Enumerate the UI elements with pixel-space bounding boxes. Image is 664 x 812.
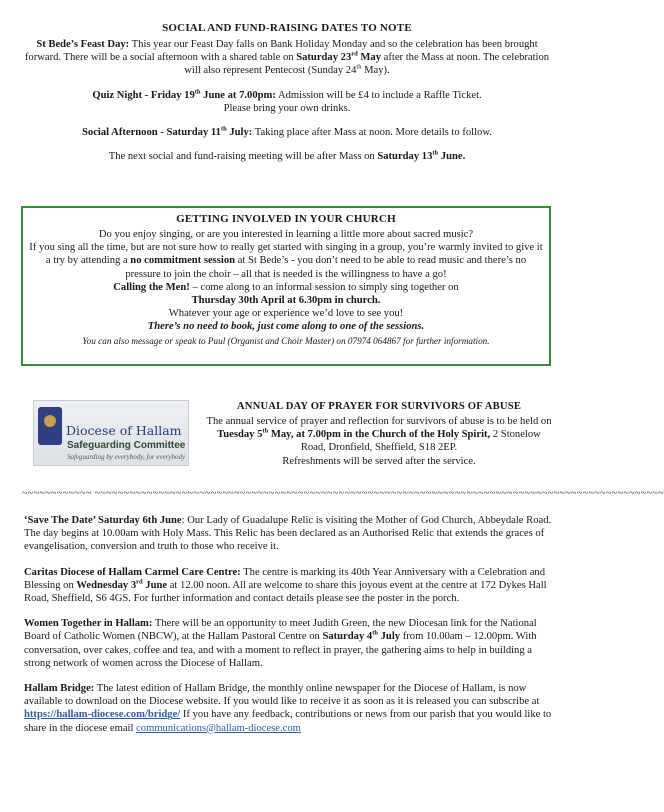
feast-date-sup: rd <box>351 50 358 58</box>
next-date-end: June. <box>438 151 466 163</box>
involved-line-1: Do you enjoy singing, or are you interested in learning a little more about sacred music? <box>98 229 474 240</box>
involved-line-2c: at St Bede’s - you don’t need to be able to read music and there’s no pressure to join the choir – all that is needed is the willingness to have a go! <box>125 255 527 280</box>
prayer-refreshments: Refreshments will be served after the service. <box>282 455 476 467</box>
involved-line-2a: If you sing all the time, but are not sure how to really get started with singing in a group, you’re warmly invited to give it a try by attending a <box>29 242 543 267</box>
contact-info: You can also message or speak to Paul (Organist and Choir Master) on 07974 064867 for further information. <box>82 335 490 346</box>
caritas-date-end: June <box>142 579 168 591</box>
no-need-to-book: There’s no need to book, just come along to one of the sessions. <box>147 321 425 333</box>
involved-heading: GETTING INVOLVED IN YOUR CHURCH <box>176 213 396 225</box>
prayer-text <box>206 415 552 455</box>
feast-text-3: May). <box>361 65 390 77</box>
women-sup: th <box>372 629 378 637</box>
bridge-text-1: The latest edition of Hallam Bridge, the monthly online newspaper for the Diocese of Hallam, is now available to download on the Diocese website. If you would like to receive it as soon as it is released you can subscribe at <box>24 683 540 708</box>
men-date-bold: Thursday 30th April at 6.30pm in church. <box>191 295 381 307</box>
feast-date-end: May <box>357 52 382 64</box>
women-label: Women Together in Hallam: <box>24 618 153 630</box>
prayer-heading: ANNUAL DAY OF PRAYER FOR SURVIVORS OF ABUSE <box>236 401 522 412</box>
relic-text: : Our Lady of Guadalupe Relic is visiting the Mother of God Church, Abbeydale Road. The day begins at 10.00am with Holy Mass. This Relic has been declared as an Authorised Relic that extends the graces of evangelisation, conversion and truth to those who receive it. <box>24 515 552 553</box>
prayer-date-end: May, at 7.00pm in the Church of the Holy Spirit, <box>268 429 491 441</box>
quiz-night-paragraph <box>22 89 552 102</box>
bridge-notice <box>24 682 554 735</box>
women-text-1: There will be an opportunity to meet Judith Green, the new Diocesan link for the National Board of Catholic Women (NBCW), at the Hallam Pastoral Centre on <box>24 618 537 643</box>
logo-committee: Safeguarding Committee <box>67 440 186 451</box>
social-afternoon-paragraph <box>22 126 552 139</box>
next-date: Saturday 13 <box>377 151 433 163</box>
caritas-sup: rd <box>136 578 143 586</box>
caritas-label: Caritas Diocese of Hallam Carmel Care Centre: <box>24 566 241 578</box>
logo-tagline: Safeguarding by everybody, for everybody <box>67 453 186 461</box>
caritas-text-2: at 12.00 noon. All are welcome to share this joyous event at the centre at 172 Dykes Hall Road, Sheffield, S6 4GS. For further information and contact details please see the poster in the porch. <box>24 579 547 605</box>
diocese-crest-icon <box>38 407 62 445</box>
caritas-text-1: The centre is marking its 40th Year Anniversary with a Celebration and Blessing on <box>24 566 546 591</box>
social-heading: SOCIAL AND FUND-RAISING DATES TO NOTE <box>162 22 412 34</box>
prayer-section <box>206 401 552 468</box>
bridge-link[interactable]: https://hallam-diocese.com/bridge/ <box>24 709 181 721</box>
prayer-date: Tuesday 5 <box>217 429 263 441</box>
tilde-divider: ~~~~~~~~~~~~ ~~~~~~~~~~~~~~~~~~~~~~~~~~~~~~~~~~~~~~~~~~~~~~~~~~~~~~~~~~~~~~~~~~~~~~~~~~~~~~~~~~~~~~~~~~~~~~~~~~ <box>22 488 664 499</box>
feast-sup-2: th <box>356 63 362 71</box>
women-text-2: from 10.00am – 12.00pm. With conversation, over cakes, coffee and tea, and with a moment to reflect in prayer, the gathering aims to help in building a strong network of women across the Diocese of Hallam. <box>24 631 537 669</box>
no-commitment-session: no commitment session <box>130 255 236 267</box>
safeguarding-logo <box>33 400 189 466</box>
calling-men-label: Calling the Men! <box>113 281 190 293</box>
calling-men <box>29 281 543 294</box>
getting-involved-box <box>21 206 551 366</box>
calling-men-text: – come along to an informal session to simply sing together on <box>189 281 459 293</box>
bridge-label: Hallam Bridge: <box>24 683 95 695</box>
relic-notice <box>24 514 554 554</box>
caritas-notice <box>24 566 554 606</box>
prayer-text-1: The annual service of prayer and reflection for survivors of abuse is to be held on <box>206 416 552 427</box>
women-date: Saturday 4 <box>322 631 373 643</box>
women-notice <box>24 617 554 670</box>
next-meeting-paragraph <box>22 150 552 163</box>
involved-line-2 <box>29 241 543 281</box>
email-link[interactable]: communications@hallam-diocese.com <box>136 722 301 734</box>
feast-text-2: after the Mass at noon. The celebration will also represent Pentecost (Sunday 24 <box>184 52 550 77</box>
quiz-label-end: June at 7.00pm: <box>200 89 276 101</box>
afternoon-sup: th <box>220 125 227 133</box>
bridge-text-2: If you have any feedback, contributions or news from our parish that you would like to share in the diocese email <box>24 709 552 734</box>
quiz-text: Admission will be £4 to include a Raffle Ticket. <box>275 89 482 101</box>
quiz-drinks: Please bring your own drinks. <box>223 102 351 114</box>
afternoon-text: Taking place after Mass at noon. More details to follow. <box>252 127 492 139</box>
next-text: The next social and fund-raising meeting will be after Mass on <box>108 151 378 163</box>
quiz-label: Quiz Night - Friday 19 <box>92 89 195 101</box>
caritas-date: Wednesday 3 <box>76 579 137 591</box>
notices-section <box>24 514 554 747</box>
quiz-sup: th <box>194 88 201 96</box>
feast-day-paragraph <box>22 38 552 78</box>
relic-label: ‘Save The Date’ Saturday 6th June <box>24 515 182 526</box>
feast-day-label: St Bede’s Feast Day: <box>36 39 130 50</box>
women-date-end: July <box>377 631 401 643</box>
next-sup: th <box>432 149 439 157</box>
prayer-date-sup: th <box>262 427 269 435</box>
afternoon-label-end: July: <box>226 127 253 139</box>
feast-text: This year our Feast Day falls on Bank Holiday Monday and so the celebration has been brought forward. There will be a social afternoon with a shared table on <box>24 39 538 64</box>
afternoon-label: Social Afternoon - Saturday 11 <box>82 127 221 139</box>
logo-diocese-name: Diocese of Hallam <box>66 423 182 438</box>
prayer-address: 2 Stonelow Road, Dronfield, Sheffield, S18 2EP. <box>300 429 541 454</box>
social-section <box>22 22 552 163</box>
men-session-date <box>29 294 543 307</box>
feast-date: Saturday 23 <box>296 52 352 64</box>
welcome-text: Whatever your age or experience we’d love to see you! <box>168 308 404 320</box>
